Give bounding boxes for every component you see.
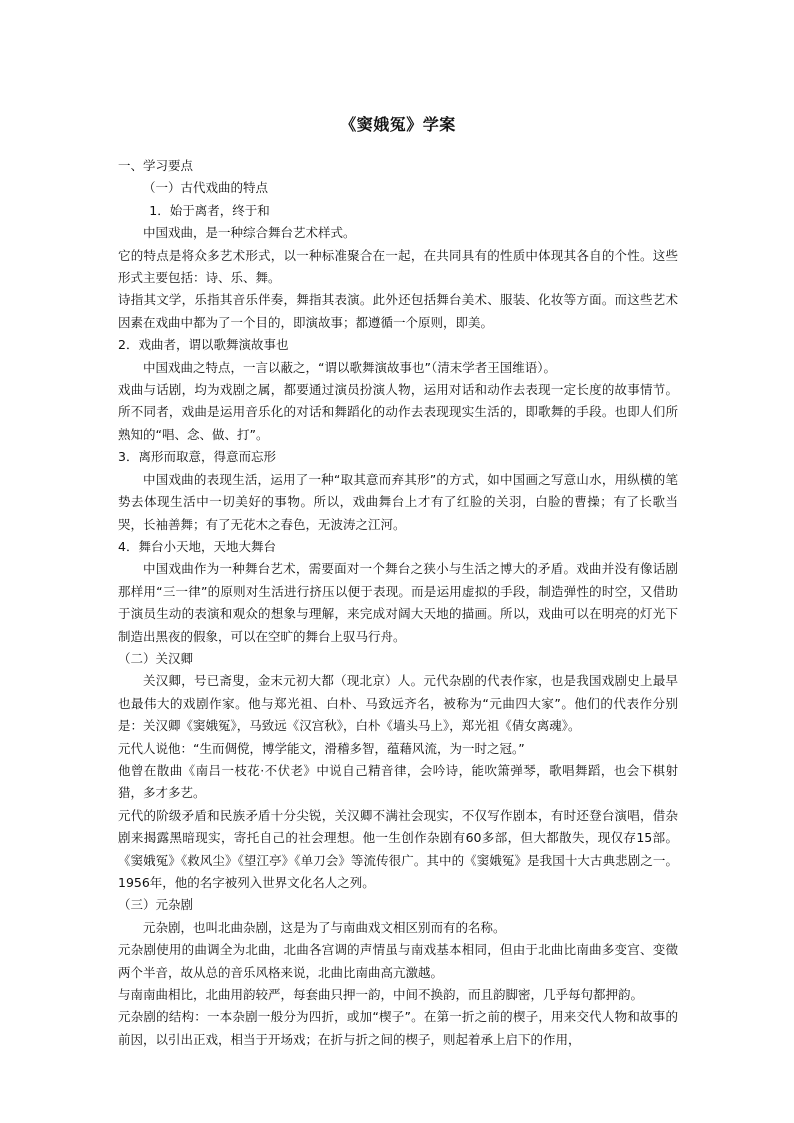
document-body xyxy=(118,155,678,1051)
document-page xyxy=(118,112,678,1051)
paragraph: （二）关汉卿 xyxy=(118,650,194,666)
paragraph: 戏曲与话剧，均为戏剧之属，都要通过演员扮演人物，运用对话和动作去表现一定长度的故事情节。所不同者，戏曲是运用音乐化的对话和舞蹈化的动作去表现现实生活的，即歌舞的手段。也即人们所熟知的“唱、念、做、打”。 xyxy=(118,382,678,442)
paragraph: 与南南曲相比，北曲用韵较严，每套曲只押一韵，中间不换韵，而且韵脚密，几乎每句都押韵。 xyxy=(118,987,644,1003)
paragraph: （一）古代戏曲的特点 xyxy=(143,180,269,196)
paragraph: 它的特点是将众多艺术形式，以一种标准聚合在一起，在共同具有的性质中体现其各自的个性。这些形式主要包括：诗、乐、舞。 xyxy=(118,247,678,286)
paragraph: 2．戏曲者，谓以歌舞演故事也 xyxy=(118,337,289,353)
paragraph: 1．始于离者，终于和 xyxy=(149,202,270,218)
paragraph: 中国戏曲的表现生活，运用了一种“取其意而弃其形”的方式，如中国画之写意山水，用纵横的笔势去体现生活中一切美好的事物。所以，戏曲舞台上才有了红脸的关羽，白脸的曹操；有了长歌当哭，长袖善舞；有了无花木之春色，无波涛之江河。 xyxy=(118,471,678,532)
paragraph: 中国戏曲作为一种舞台艺术，需要面对一个舞台之狭小与生活之博大的矛盾。戏曲并没有像话剧那样用“三一律”的原则对生活进行挤压以便于表现。而是运用虚拟的手段，制造弹性的时空，又借助于演员生动的表演和观众的想象与理解，来完成对阔大天地的描画。所以，戏曲可以在明亮的灯光下制造出黑夜的假象，可以在空旷的舞台上驭马行舟。 xyxy=(118,561,678,644)
paragraph: 元代人说他：“生而倜傥，博学能文，滑稽多智，蕴藉风流，为一时之冠。” xyxy=(118,740,525,756)
document-title: 《窦娥冤》学案 xyxy=(340,115,456,134)
paragraph: 4．舞台小天地，天地大舞台 xyxy=(118,538,276,554)
paragraph: 中国戏曲，是一种综合舞台艺术样式。 xyxy=(143,225,356,241)
paragraph: 元杂剧的结构：一本杂剧一般分为四折，或加“楔子”。在第一折之前的楔子，用来交代人物和故事的前因，以引出正戏，相当于开场戏；在折与折之间的楔子，则起着承上启下的作用， xyxy=(118,1009,678,1047)
paragraph: 他曾在散曲《南吕一枝花·不伏老》中说自己精音律，会吟诗，能吹箫弹琴，歌唱舞蹈，也会下棋射猎，多才多艺。 xyxy=(118,762,678,801)
paragraph: 元代的阶级矛盾和民族矛盾十分尖锐，关汉卿不满社会现实，不仅写作剧本，有时还登台演唱，借杂剧来揭露黑暗现实，寄托自己的社会理想。他一生创作杂剧有60多部，但大都散失，现仅存15部。《窦娥冤》《救风尘》《望江亭》《单刀会》等流传很广。其中的《窦娥冤》是我国十大古典悲剧之一。1956年，他的名字被列入世界文化名人之列。 xyxy=(118,807,678,890)
paragraph: （三）元杂剧 xyxy=(118,897,194,913)
paragraph: 一、学习要点 xyxy=(118,158,194,173)
paragraph: 3．离形而取意，得意而忘形 xyxy=(118,449,276,465)
paragraph: 元杂剧，也叫北曲杂剧，这是为了与南曲戏文相区别而有的名称。 xyxy=(143,919,506,935)
paragraph: 中国戏曲之特点，一言以蔽之，“谓以歌舞演故事也”（清末学者王国维语）。 xyxy=(143,359,556,375)
paragraph: 元杂剧使用的曲调全为北曲，北曲各宫调的声情虽与南戏基本相同，但由于北曲比南曲多变宫、变徵两个半音，故从总的音乐风格来说，北曲比南曲高亢激越。 xyxy=(118,942,678,980)
paragraph: 诗指其文学，乐指其音乐伴奏，舞指其表演。此外还包括舞台美术、服装、化妆等方面。而这些艺术因素在戏曲中都为了一个目的，即演故事；都遵循一个原则，即美。 xyxy=(118,292,678,330)
paragraph: 关汉卿，号已斋叟，金末元初大都（现北京）人。元代杂剧的代表作家，也是我国戏剧史上最早也最伟大的戏剧作家。他与郑光祖、白朴、马致远齐名，被称为“元曲四大家”。他们的代表作分别是：关汉卿《窦娥冤》，马致远《汉宫秋》，白朴《墙头马上》，郑光祖《倩女离魂》。 xyxy=(118,673,678,734)
